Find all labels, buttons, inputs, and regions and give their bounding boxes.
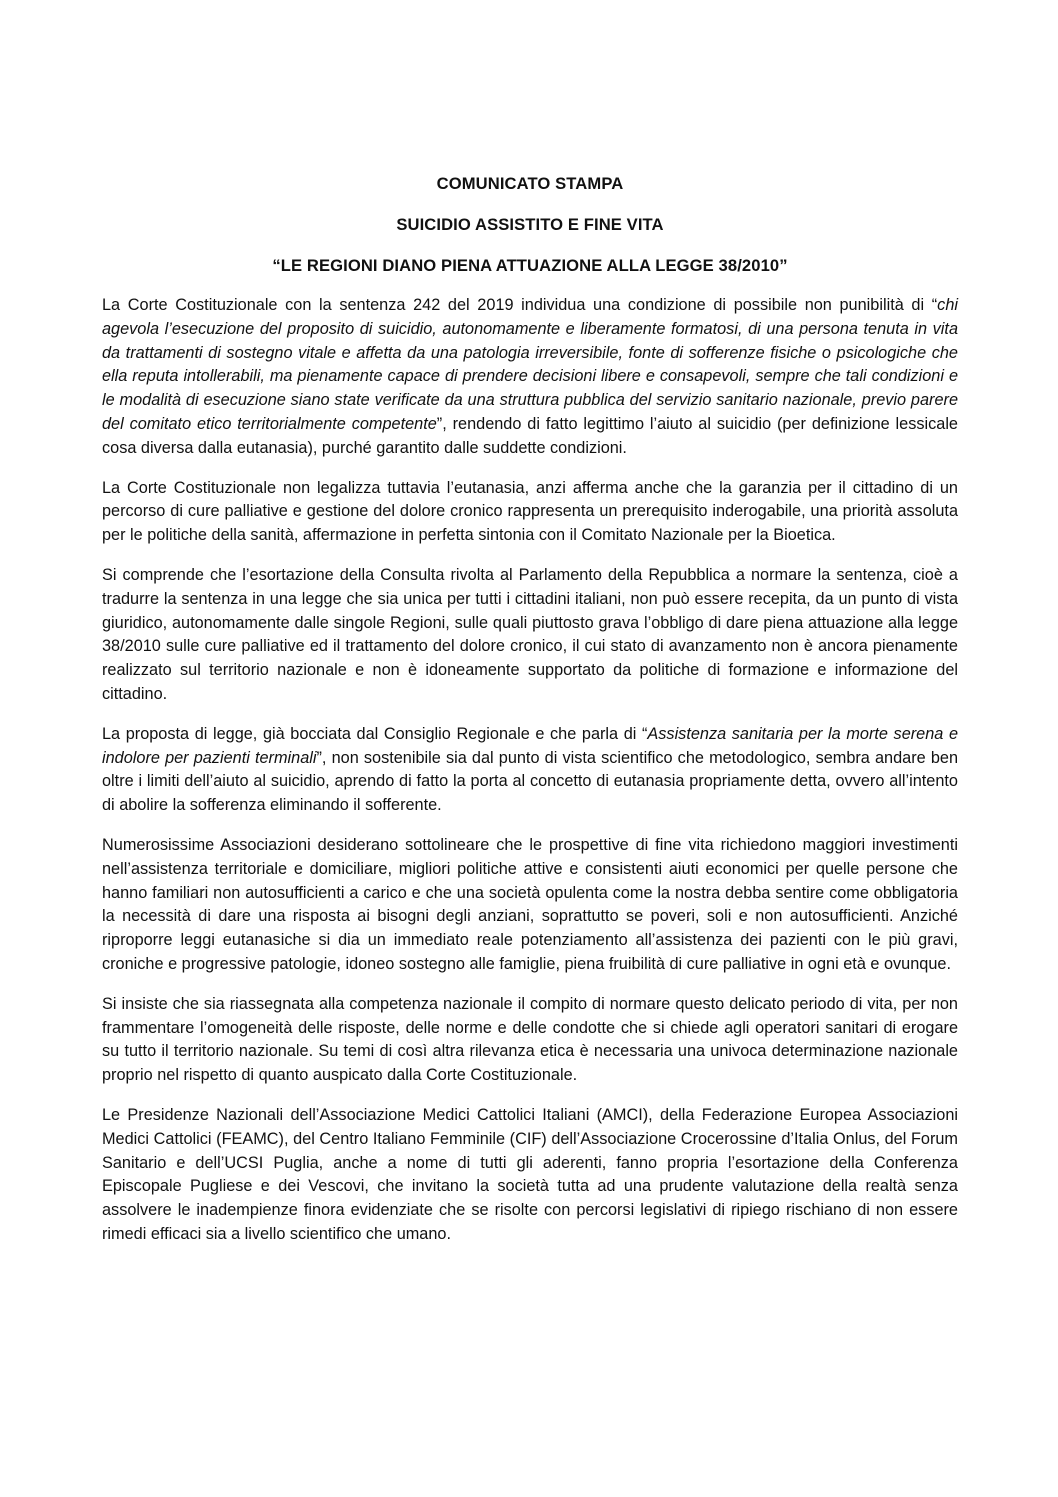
paragraph-1 (102, 294, 958, 461)
paragraph-2: La Corte Costituzionale non legalizza tuttavia l’eutanasia, anzi afferma anche che la garanzia per il cittadino di un percorso di cure palliative e gestione del dolore cronico rappresenta un prerequisito inderogabile, una priorità assoluta per le politiche della sanità, affermazione in perfetta sintonia con il Comitato Nazionale per la Bioetica. (102, 478, 958, 545)
paragraph-3: Si comprende che l’esortazione della Consulta rivolta al Parlamento della Repubblica a normare la sentenza, cioè a tradurre la sentenza in una legge che sia unica per tutti i cittadini italiani, non può essere recepita, da un punto di vista giuridico, autonomamente dalle singole Regioni, sulle quali piuttosto grava l’obbligo di dare piena attuazione alla legge 38/2010 sulle cure palliative ed il trattamento del dolore cronico, il cui stato di avanzamento non è ancora pienamente realizzato sul territorio nazionale e non è idoneamente supportato da politiche di formazione e informazione del cittadino. (102, 565, 958, 703)
paragraph-5: Numerosissime Associazioni desiderano sottolineare che le prospettive di fine vita richiedono maggiori investimenti nell’assistenza territoriale e domiciliare, migliori politiche attive e consistenti aiuti economici per quelle persone che hanno familiari non autosufficienti a carico e che una società opulenta come la nostra debba sentire come obbligatoria la necessità di dare una risposta ai bisogni degli anziani, soprattutto se poveri, soli e non autosufficienti. Anziché riproporre leggi eutanasiche si dia un immediato reale potenziamento all’assistenza dei pazienti con le più gravi, croniche e progressive patologie, idoneo sostegno alle famiglie, piena fruibilità di cure palliative in ogni età e ovunque. (102, 835, 958, 973)
paragraph-1-intro: La Corte Costituzionale con la sentenza 242 del 2019 individua una condizione di possibile non punibilità di “ (102, 296, 938, 314)
document-body (102, 294, 958, 1263)
paragraph-4-conclusion: ”, non sostenibile sia dal punto di vista scientifico che metodologico, sembra andare ben oltre i limiti dell’aiuto al suicidio, aprendo di fatto la porta al concetto di eutanasia propriamente detta, ovvero all’intento di abolire la sofferenza eliminando il sofferente. (102, 748, 958, 815)
headline: “LE REGIONI DIANO PIENA ATTUAZIONE ALLA LEGGE 38/2010” (272, 256, 788, 275)
court-ruling-quote: chi agevola l’esecuzione del proposito di suicidio, autonomamente e liberamente formatosi, di una persona tenuta in vita da trattamenti di sostegno vitale e affetta da una patologia irreversibile, fonte di sofferenze fisiche o psicologiche che ella reputa intollerabili, ma pienamente capace di prendere decisioni libere e consapevoli, sempre che tali condizioni e le modalità di esecuzione siano state verificate da una struttura pubblica del servizio sanitario nazionale, previo parere del comitato etico territorialmente competente (102, 296, 958, 433)
paragraph-4-intro: La proposta di legge, già bocciata dal Consiglio Regionale e che parla di “ (102, 724, 648, 743)
paragraph-7: Le Presidenze Nazionali dell’Associazione Medici Cattolici Italiani (AMCI), della Federazione Europea Associazioni Medici Cattolici (FEAMC), del Centro Italiano Femminile (CIF) dell’Associazione Crocerossine d’Italia Onlus, del Forum Sanitario e dell’UCSI Puglia, anche a nome di tutti gli aderenti, fanno propria l’esortazione della Conferenza Episcopale Pugliese e dei Vescovi, che invitano la società tutta ad una prudente valutazione della realtà senza assolvere le inadempienze finora evidenziate che se risolte con percorsi legislativi di ripiego rischiano di non essere rimedi efficaci sia a livello scientifico che umano. (102, 1105, 958, 1243)
paragraph-4 (102, 723, 958, 818)
law-proposal-title-quote: Assistenza sanitaria per la morte serena e indolore per pazienti terminali (102, 724, 959, 767)
press-release-label: COMUNICATO STAMPA (436, 174, 624, 193)
paragraph-1-conclusion: ”, rendendo di fatto legittimo l’aiuto al suicidio (per definizione lessicale cosa diversa dalla eutanasia), purché garantito dalle suddette condizioni. (102, 414, 958, 457)
document-header (102, 172, 958, 295)
topic-title: SUICIDIO ASSISTITO E FINE VITA (396, 215, 664, 234)
paragraph-6: Si insiste che sia riassegnata alla competenza nazionale il compito di normare questo delicato periodo di vita, per non frammentare l’omogeneità delle risposte, delle norme e delle condotte che si chiede agli operatori sanitari di erogare su tutto il territorio nazionale. Su temi di così altra rilevanza etica è necessaria una univoca determinazione nazionale proprio nel rispetto di quanto auspicato dalla Corte Costituzionale. (102, 994, 958, 1085)
